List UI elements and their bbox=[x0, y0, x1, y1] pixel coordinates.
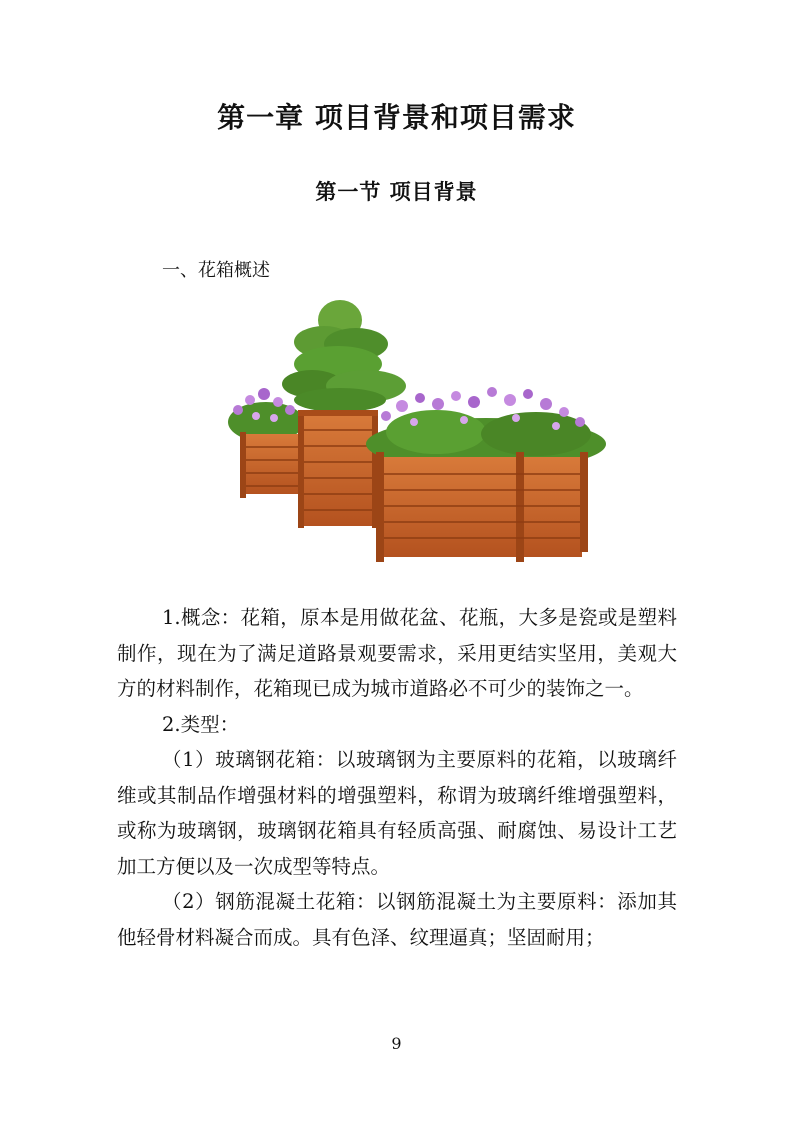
flower-box-illustration bbox=[216, 292, 606, 577]
left-box-flowers bbox=[228, 388, 304, 442]
left-wooden-box bbox=[240, 432, 304, 498]
paragraph-types: 2.类型： bbox=[162, 712, 240, 736]
middle-wooden-box bbox=[298, 410, 378, 528]
page-number: 9 bbox=[391, 1034, 402, 1053]
pine-tree bbox=[282, 300, 406, 427]
body-text bbox=[117, 600, 677, 955]
paragraph-concrete-box: （2）钢筋混凝土花箱：以钢筋混凝土为主要原料：添加其他轻骨材料凝合而成。具有色泽、纹理逼真；坚固耐用； bbox=[117, 890, 677, 949]
subsection-heading: 一、花箱概述 bbox=[162, 260, 270, 281]
paragraph-concept: 1.概念：花箱，原本是用做花盆、花瓶，大多是瓷或是塑料制作，现在为了满足道路景观要需求，采用更结实坚用，美观大方的材料制作，花箱现已成为城市道路必不可少的装饰之一。 bbox=[117, 606, 677, 700]
paragraph-frp-box: （1）玻璃钢花箱：以玻璃钢为主要原料的花箱，以玻璃纤维或其制品作增强材料的增强塑料，称谓为玻璃纤维增强塑料，或称为玻璃钢，玻璃钢花箱具有轻质高强、耐腐蚀、易设计工艺加工方便以及一次成型等特点。 bbox=[117, 748, 677, 878]
section-title: 第一节 项目背景 bbox=[315, 180, 478, 204]
chapter-title: 第一章 项目背景和项目需求 bbox=[217, 101, 576, 134]
right-wooden-box bbox=[376, 452, 588, 562]
